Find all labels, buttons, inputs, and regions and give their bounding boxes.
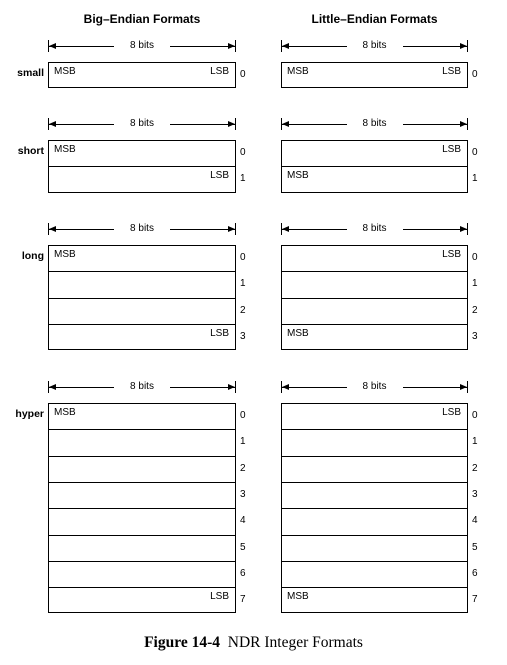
arrow-right-icon (460, 226, 467, 232)
width-marker-big-small (48, 40, 236, 52)
width-marker-little-long (281, 223, 468, 235)
arrow-left-icon (49, 226, 56, 232)
byte-index-big-hyper: 5 (240, 541, 246, 553)
figure-caption (0, 634, 507, 652)
byte-index-big-long: 1 (240, 278, 246, 290)
width-marker-little-short (281, 118, 468, 130)
arrow-right-icon (460, 43, 467, 49)
width-marker-big-short (48, 118, 236, 130)
width-tick-right (235, 381, 236, 393)
format-label-hyper: hyper (15, 408, 44, 420)
byte-box-big-short (48, 140, 236, 193)
lsb-label: LSB (210, 66, 229, 77)
format-label-small: small (17, 67, 44, 79)
arrow-right-icon (228, 384, 235, 390)
byte-index-little-short: 0 (472, 147, 478, 158)
byte-index-little-hyper: 0 (472, 410, 478, 421)
width-label: 8 bits (362, 223, 387, 234)
width-line-left (282, 387, 347, 388)
byte-row-divider (49, 271, 235, 272)
width-tick-right (467, 118, 468, 130)
msb-label: MSB (54, 407, 76, 418)
byte-index-little-hyper: 6 (472, 567, 478, 579)
byte-row-divider (49, 456, 235, 457)
byte-row-divider (282, 508, 467, 509)
width-line-left (49, 387, 114, 388)
byte-row-divider (49, 429, 235, 430)
width-line-right (170, 387, 235, 388)
byte-box-little-short (281, 140, 468, 193)
width-label: 8 bits (362, 118, 387, 129)
arrow-right-icon (228, 121, 235, 127)
byte-row-divider (49, 298, 235, 299)
width-line-right (170, 229, 235, 230)
arrow-right-icon (460, 121, 467, 127)
width-line-right (403, 387, 468, 388)
width-label: 8 bits (130, 118, 154, 129)
arrow-right-icon (228, 43, 235, 49)
width-label: 8 bits (130, 40, 154, 51)
byte-box-big-small (48, 62, 236, 88)
byte-row-divider (282, 271, 467, 272)
width-line-right (170, 46, 235, 47)
format-label-long: long (21, 250, 44, 262)
msb-label: MSB (287, 591, 309, 603)
byte-box-big-long (48, 245, 236, 350)
lsb-label: LSB (442, 144, 461, 155)
msb-label: MSB (287, 170, 309, 182)
width-marker-big-long (48, 223, 236, 235)
byte-index-big-long: 2 (240, 304, 246, 316)
width-line-left (282, 46, 347, 47)
byte-row-divider (49, 587, 235, 588)
byte-index-little-hyper: 7 (472, 594, 478, 606)
byte-row-divider (49, 166, 235, 167)
width-line-left (49, 229, 114, 230)
width-line-right (403, 46, 468, 47)
byte-box-little-small (281, 62, 468, 88)
byte-row-divider (282, 535, 467, 536)
width-line-left (282, 229, 347, 230)
byte-row-divider (282, 456, 467, 457)
byte-index-little-hyper: 4 (472, 515, 478, 527)
byte-index-little-long: 3 (472, 330, 478, 342)
arrow-left-icon (282, 226, 289, 232)
byte-index-little-long: 2 (472, 304, 478, 316)
msb-label: MSB (287, 66, 309, 77)
column-title-big-endian: Big–Endian Formats (83, 12, 201, 26)
byte-index-big-hyper: 7 (240, 594, 246, 606)
width-tick-right (235, 40, 236, 52)
width-line-left (49, 124, 114, 125)
arrow-left-icon (282, 43, 289, 49)
byte-index-big-long: 3 (240, 330, 246, 342)
byte-row-divider (282, 561, 467, 562)
arrow-right-icon (228, 226, 235, 232)
byte-index-big-hyper: 1 (240, 436, 246, 448)
byte-row-divider (49, 561, 235, 562)
width-tick-right (235, 223, 236, 235)
byte-index-big-hyper: 4 (240, 515, 246, 527)
byte-index-little-long: 0 (472, 252, 478, 263)
byte-row-divider (49, 508, 235, 509)
byte-index-little-hyper: 3 (472, 488, 478, 500)
arrow-left-icon (282, 121, 289, 127)
lsb-label: LSB (210, 170, 229, 182)
width-label: 8 bits (130, 381, 154, 392)
lsb-label: LSB (442, 249, 461, 260)
width-label: 8 bits (362, 40, 387, 51)
width-line-right (403, 229, 468, 230)
byte-row-divider (282, 298, 467, 299)
arrow-left-icon (49, 121, 56, 127)
byte-row-divider (282, 587, 467, 588)
width-line-left (49, 46, 114, 47)
width-tick-right (467, 381, 468, 393)
byte-index-little-long: 1 (472, 278, 478, 290)
byte-row-divider (282, 429, 467, 430)
msb-label: MSB (287, 327, 309, 339)
msb-label: MSB (54, 144, 76, 155)
arrow-left-icon (282, 384, 289, 390)
byte-index-big-hyper: 3 (240, 488, 246, 500)
byte-index-big-hyper: 2 (240, 462, 246, 474)
arrow-left-icon (49, 384, 56, 390)
width-line-right (403, 124, 468, 125)
byte-row-divider (49, 535, 235, 536)
byte-row-divider (282, 166, 467, 167)
width-marker-little-hyper (281, 381, 468, 393)
byte-index-little-hyper: 5 (472, 541, 478, 553)
figure-title: NDR Integer Formats (227, 634, 363, 651)
lsb-label: LSB (210, 327, 229, 339)
byte-index-big-hyper: 0 (240, 410, 246, 421)
byte-index-little-short: 1 (472, 173, 478, 185)
figure-number: Figure 14-4 (144, 634, 220, 651)
format-label-short: short (17, 145, 44, 157)
lsb-label: LSB (210, 591, 229, 603)
byte-row-divider (282, 482, 467, 483)
lsb-label: LSB (442, 66, 461, 77)
byte-index-big-small: 0 (240, 69, 246, 80)
byte-box-big-hyper (48, 403, 236, 613)
byte-index-little-hyper: 2 (472, 462, 478, 474)
byte-index-little-small: 0 (472, 69, 478, 80)
byte-row-divider (49, 324, 235, 325)
width-tick-right (467, 223, 468, 235)
byte-index-big-short: 0 (240, 147, 246, 158)
width-tick-right (235, 118, 236, 130)
byte-index-little-hyper: 1 (472, 436, 478, 448)
width-marker-big-hyper (48, 381, 236, 393)
width-label: 8 bits (362, 381, 387, 392)
byte-box-little-hyper (281, 403, 468, 613)
width-line-right (170, 124, 235, 125)
byte-row-divider (282, 324, 467, 325)
arrow-left-icon (49, 43, 56, 49)
msb-label: MSB (54, 66, 76, 77)
width-marker-little-small (281, 40, 468, 52)
byte-index-big-hyper: 6 (240, 567, 246, 579)
byte-index-big-long: 0 (240, 252, 246, 263)
msb-label: MSB (54, 249, 76, 260)
arrow-right-icon (460, 384, 467, 390)
width-tick-right (467, 40, 468, 52)
width-line-left (282, 124, 347, 125)
column-title-little-endian: Little–Endian Formats (311, 12, 438, 26)
byte-row-divider (49, 482, 235, 483)
byte-box-little-long (281, 245, 468, 350)
width-label: 8 bits (130, 223, 154, 234)
lsb-label: LSB (442, 407, 461, 418)
byte-index-big-short: 1 (240, 173, 246, 185)
